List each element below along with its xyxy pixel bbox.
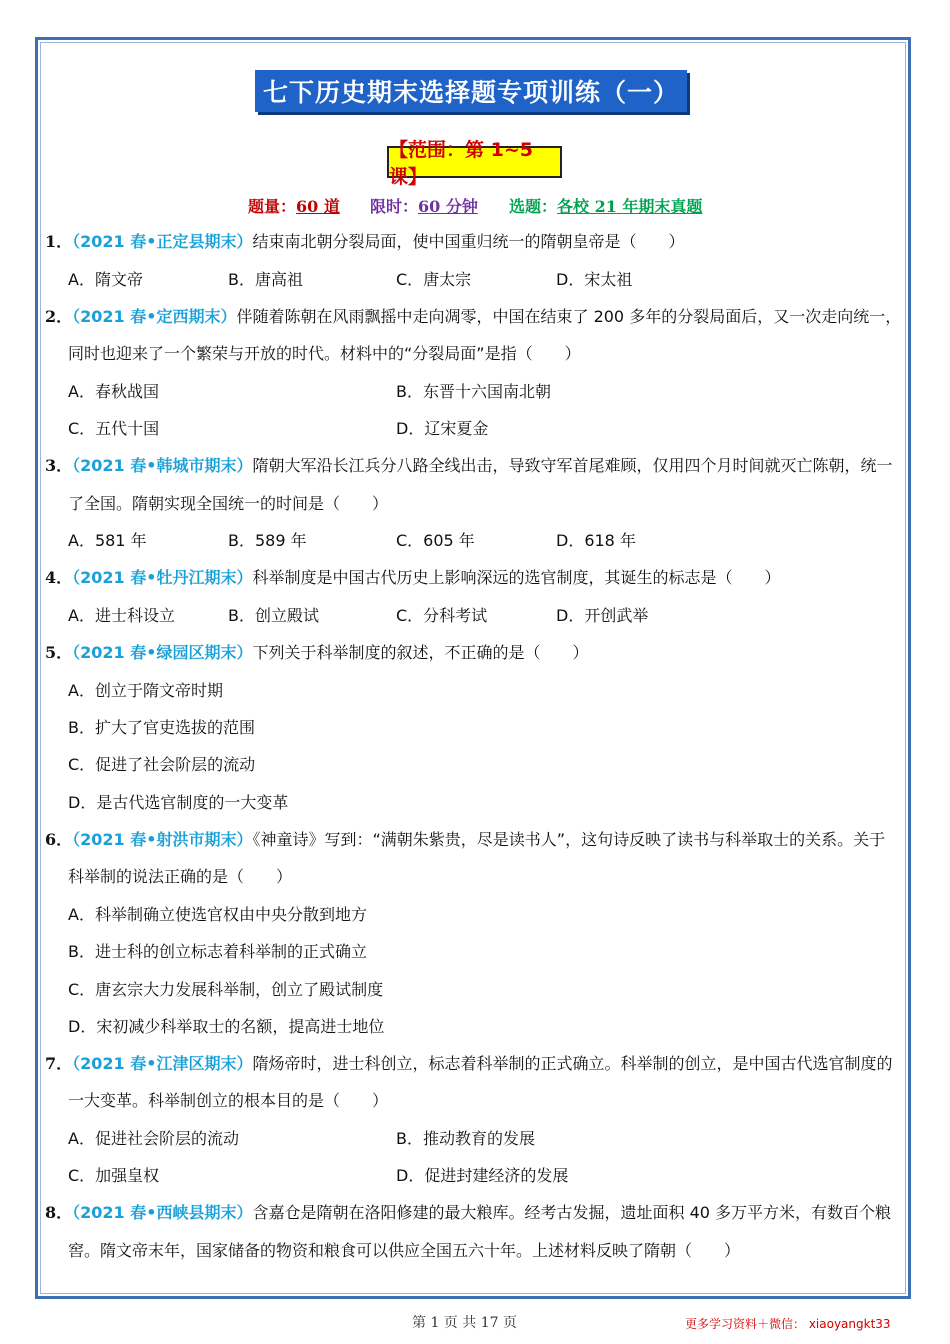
question-5 [45,643,589,663]
question-number: 3． [45,456,73,475]
option: B．东晋十六国南北朝 [396,382,551,401]
option: C．促进了社会阶层的流动 [68,755,256,774]
time-limit-value: 60 分钟 [418,197,478,216]
option: D．辽宋夏金 [396,419,489,438]
question-number: 2． [45,307,73,326]
question-text-cont: 同时也迎来了一个繁荣与开放的时代。材料中的“分裂局面”是指（ ） [68,344,581,363]
option: D．开创武举 [556,606,649,625]
question-text: 下列关于科举制度的叙述，不正确的是（ ） [252,643,589,662]
option: C．五代十国 [68,419,160,438]
question-6 [45,830,885,850]
option: A．春秋战国 [68,382,159,401]
question-source-tag: （2021 春•绿园区期末） [72,643,253,662]
question-text: 隋朝大军沿长江兵分八路全线出击，导致守军首尾难顾，仅用四个月时间就灭亡陈朝，统一 [252,456,893,475]
question-number: 8． [45,1203,73,1222]
question-number: 6． [45,830,73,849]
question-number: 5． [45,643,73,662]
page-title: 七下历史期末选择题专项训练（一） [255,70,687,112]
question-source-label: 选题： [509,197,558,216]
option: A．促进社会阶层的流动 [68,1129,239,1148]
option: C．加强皇权 [68,1166,160,1185]
question-text-cont: 窖。隋文帝末年，国家储备的物资和粮食可以供应全国五六十年。上述材料反映了隋朝（ ） [68,1241,741,1260]
question-2 [45,307,901,327]
question-text: 结束南北朝分裂局面，使中国重归统一的隋朝皇帝是（ ） [252,232,685,251]
question-1 [45,232,685,252]
question-text: 伴随着陈朝在风雨飘摇中走向凋零，中国在结束了 200 多年的分裂局面后，又一次走向统一， [236,307,902,326]
option: A．科举制确立使选官权由中央分散到地方 [68,905,367,924]
time-limit-label: 限时： [370,197,419,216]
option: A．581 年 [68,531,147,550]
option: A．隋文帝 [68,270,143,289]
option: C．605 年 [396,531,475,550]
question-text: 《神童诗》写到：“满朝朱紫贵，尽是读书人”，这句诗反映了读书与科举取士的关系。关于 [252,830,886,849]
question-source-tag: （2021 春•韩城市期末） [72,456,253,475]
question-number: 1． [45,232,73,251]
option: B．唐高祖 [228,270,303,289]
question-source-value: 各校 21 年期末真题 [557,197,703,216]
option: D．宋太祖 [556,270,633,289]
question-source-tag: （2021 春•江津区期末） [72,1054,253,1073]
option: B．扩大了官吏选拔的范围 [68,718,255,737]
contact-note: 更多学习资料＋微信： xiaoyangkt33 [685,1317,891,1331]
question-source-tag: （2021 春•西峡县期末） [72,1203,253,1222]
option: C．唐玄宗大力发展科举制，创立了殿试制度 [68,980,384,999]
option: D．促进封建经济的发展 [396,1166,569,1185]
page-number: 第 1 页 共 17 页 [412,1315,517,1331]
question-source [509,194,702,217]
question-text-cont: 一大变革。科举制创立的根本目的是（ ） [68,1091,389,1110]
option: B．推动教育的发展 [396,1129,535,1148]
question-source-tag: （2021 春•牡丹江期末） [72,568,253,587]
question-source-tag: （2021 春•射洪市期末） [72,830,253,849]
option: D．宋初减少科举取士的名额，提高进士地位 [68,1017,385,1036]
question-source-tag: （2021 春•正定县期末） [72,232,253,251]
question-count [248,194,340,217]
question-text: 含嘉仓是隋朝在洛阳修建的最大粮库。经考古发掘，遗址面积 40 多万平方米，有数百个粮 [252,1203,892,1222]
question-text: 科举制度是中国古代历史上影响深远的选官制度，其诞生的标志是（ ） [252,568,781,587]
question-text-cont: 了全国。隋朝实现全国统一的时间是（ ） [68,494,389,513]
option: D．618 年 [556,531,636,550]
option: B．589 年 [228,531,307,550]
question-count-value: 60 道 [296,197,340,216]
question-number: 7． [45,1054,73,1073]
question-text: 隋炀帝时，进士科创立，标志着科举制的正式确立。科举制的创立，是中国古代选官制度的 [252,1054,893,1073]
question-3 [45,456,893,476]
question-7 [45,1054,893,1074]
option: B．创立殿试 [228,606,319,625]
option: C．唐太宗 [396,270,472,289]
question-count-label: 题量： [248,197,297,216]
option: C．分科考试 [396,606,488,625]
range-label: 【范围：第 1~5 课】 [387,146,562,178]
question-source-tag: （2021 春•定西期末） [72,307,237,326]
question-number: 4． [45,568,73,587]
question-4 [45,568,781,588]
option: B．进士科的创立标志着科举制的正式确立 [68,942,367,961]
option: D．是古代选官制度的一大变革 [68,793,289,812]
question-text-cont: 科举制的说法正确的是（ ） [68,867,293,886]
option: A．进士科设立 [68,606,175,625]
time-limit [370,194,478,217]
question-8 [45,1203,891,1223]
option: A．创立于隋文帝时期 [68,681,223,700]
